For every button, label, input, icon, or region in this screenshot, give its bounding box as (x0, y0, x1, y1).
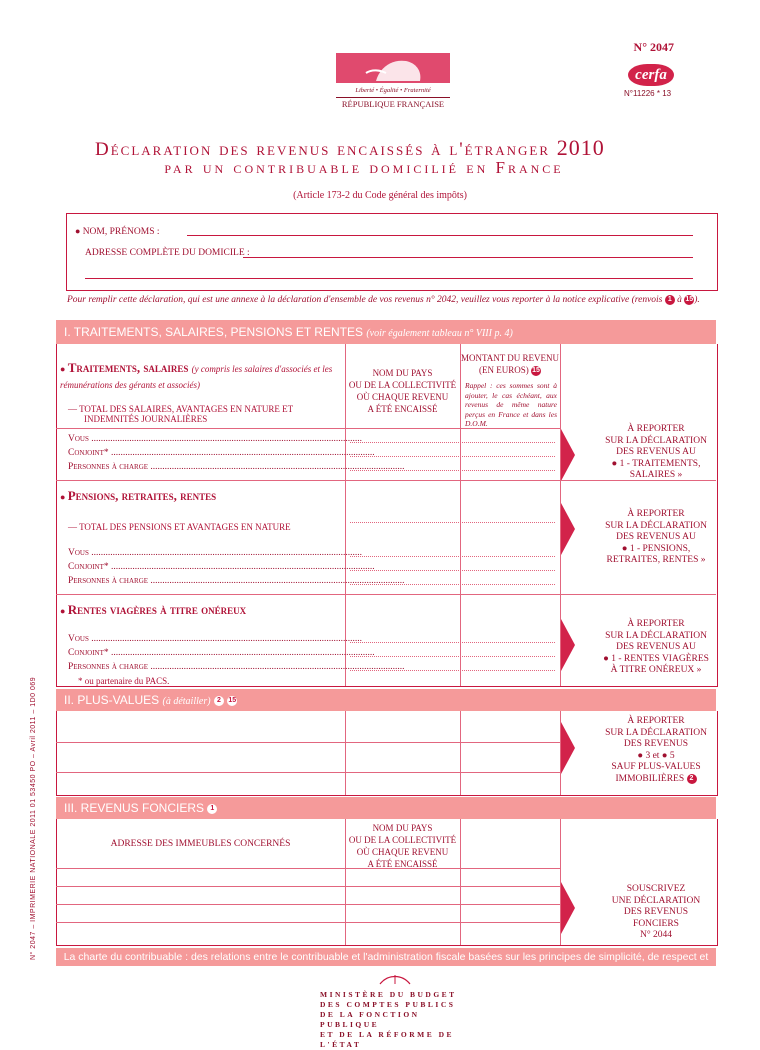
ref-badge: 2 (214, 696, 224, 706)
salaries-report: À REPORTER SUR LA DÉCLARATION DES REVENUS AU ● 1 - TRAITEMENTS, SALAIRES » (605, 424, 707, 480)
pacs-footnote: * ou partenaire du PACS. (78, 676, 170, 686)
identity-box (66, 213, 718, 291)
salaries-heading: ● Traitements, salaires (y compris les salaires d'associés et les rémunérations des gérants et associés) (60, 360, 340, 392)
annuities-heading: ● Rentes viagères à titre onéreux (60, 602, 246, 618)
address-label: ADRESSE COMPLÈTE DU DOMICILE : (85, 248, 250, 258)
section2-header: II. PLUS-VALUES (à détailler) 2 15 (56, 689, 716, 711)
pensions-row-dependents[interactable]: Personnes à charge ........................................................................................................... (68, 576, 405, 586)
address-field-line1[interactable] (243, 257, 693, 258)
title-line1: Déclaration des revenus encaissés à l'étranger (95, 139, 551, 160)
amount-note: Rappel : ces sommes sont à ajouter, le cas échéant, aux revenus de même nature perçus en France et dans les D.O.M. (465, 381, 557, 428)
cerfa-number: N°11226 * 13 (624, 89, 672, 98)
pensions-row-spouse[interactable]: Conjoint* ............................................................................................................... (68, 562, 375, 572)
republic-name: RÉPUBLIQUE FRANÇAISE (336, 97, 450, 109)
country-column-header: NOM DU PAYS OU DE LA COLLECTIVITÉ OÙ CHAQUE REVENU A ÉTÉ ENCAISSÉ (348, 368, 457, 414)
cerfa-logo: cerfa (628, 64, 674, 86)
capital-gains-line1[interactable] (56, 742, 561, 743)
annuities-row-you[interactable]: Vous .................................................................................................................. (68, 634, 362, 644)
ref-badge: 15 (228, 696, 237, 704)
article-reference: (Article 173-2 du Code général des impôts) (293, 190, 467, 201)
salaries-row-you[interactable]: Vous .................................................................................................................. (68, 434, 362, 444)
marianne-logo (336, 53, 450, 83)
report-arrow-icon (561, 882, 575, 934)
country-column-header: NOM DU PAYS OU DE LA COLLECTIVITÉ OÙ CHAQUE REVENU A ÉTÉ ENCAISSÉ (348, 823, 457, 869)
report-arrow-icon (561, 619, 575, 671)
republic-motto: Liberté • Égalité • Fraternité (355, 87, 431, 94)
pensions-total: — TOTAL DES PENSIONS ET AVANTAGES EN NATURE (68, 522, 291, 532)
salaries-block (60, 360, 340, 424)
report-arrow-icon (561, 722, 575, 774)
annuities-report: À REPORTER SUR LA DÉCLARATION DES REVENUS AU ● 1 - RENTES VIAGÈRES À TITRE ONÉREUX » (603, 619, 709, 675)
page-subtitle: par un contribuable domicilié en France (164, 158, 564, 177)
property-row[interactable] (56, 886, 561, 887)
amount-column-header: MONTANT DU REVENU (EN EUROS) 15 (460, 353, 560, 375)
ref-badge: 15 (685, 296, 694, 303)
property-row[interactable] (56, 904, 561, 905)
ref-badge: 1 (207, 804, 217, 814)
property-row[interactable] (56, 922, 561, 923)
salaries-row-dependents[interactable]: Personnes à charge ........................................................................................................... (68, 462, 405, 472)
annuities-row-spouse[interactable]: Conjoint* ............................................................................................................... (68, 648, 375, 658)
section3-header: III. REVENUS FONCIERS 1 (56, 797, 716, 819)
title-year: 2010 (556, 135, 605, 160)
ref-badge: 15 (532, 366, 540, 374)
capital-gains-report: À REPORTER SUR LA DÉCLARATION DES REVENUS ● 3 et ● 5 SAUF PLUS-VALUES IMMOBILIÈRES 2 (605, 716, 707, 784)
printer-sidebar: N° 2047 – IMPRIMERIE NATIONALE 2011 01 53450 PO – Avril 2011 – 1D0 069 (30, 676, 37, 960)
annuities-row-dependents[interactable]: Personnes à charge ........................................................................................................... (68, 662, 405, 672)
ref-badge: 1 (665, 295, 675, 305)
salaries-total: — TOTAL DES SALAIRES, AVANTAGES EN NATURE ET INDEMNITÉS JOURNALIÈRES (68, 404, 294, 424)
marianne-icon (336, 53, 450, 83)
pensions-report: À REPORTER SUR LA DÉCLARATION DES REVENUS AU ● 1 - PENSIONS, RETRAITES, RENTES » (605, 509, 707, 565)
ref-badge: 2 (687, 774, 697, 784)
report-arrow-icon (561, 429, 575, 481)
report-arrow-icon (561, 503, 575, 555)
address-field-line2[interactable] (85, 278, 693, 279)
capital-gains-line2[interactable] (56, 772, 561, 773)
name-field[interactable] (187, 235, 693, 236)
taxpayer-charter: La charte du contribuable : des relations entre le contribuable et l'administration fiscale basées sur les principes de simplicité, de respect et d'équité. (56, 948, 716, 966)
name-label: ● NOM, PRÉNOMS : (75, 226, 160, 237)
ministry-name: MINISTÈRE DU BUDGET DES COMPTES PUBLICS DE LA FONCTION PUBLIQUE ET DE LA RÉFORME DE L'ÉTAT (320, 990, 457, 1049)
property-income-report: SOUSCRIVEZ UNE DÉCLARATION DES REVENUS FONCIERS N° 2044 (611, 884, 701, 940)
salaries-row-spouse[interactable]: Conjoint* ............................................................................................................... (68, 448, 375, 458)
ministry-emblem-icon (378, 972, 412, 986)
section1-header: I. TRAITEMENTS, SALAIRES, PENSIONS ET RENTES (voir également tableau n° VIII p. 4) (56, 320, 716, 344)
address-column-header: ADRESSE DES IMMEUBLES CONCERNÉS (110, 839, 291, 849)
pensions-heading: ● Pensions, retraites, rentes (60, 488, 216, 504)
pensions-row-you[interactable]: Vous .................................................................................................................. (68, 548, 362, 558)
help-text: Pour remplir cette déclaration, qui est une annexe à la déclaration d'ensemble de vos revenus n° 2042, veuillez vous reporter à la notice explicative (renvois 1 à 15). (67, 295, 700, 306)
form-number: N° 2047 (633, 40, 674, 54)
